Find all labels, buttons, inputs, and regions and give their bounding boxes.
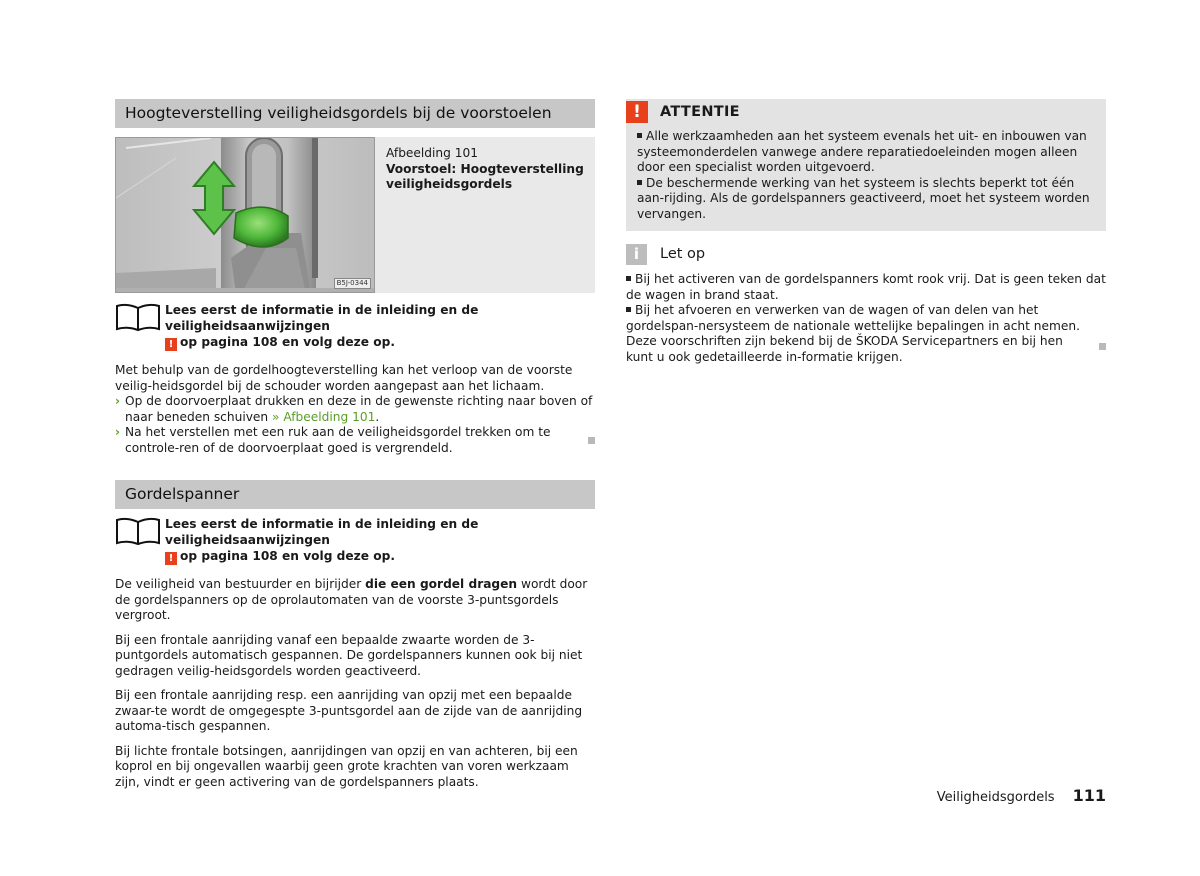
- read-first-page-link[interactable]: op pagina 108 en volg deze op.: [180, 335, 395, 349]
- note-title: Let op: [660, 246, 706, 262]
- figure-101: [115, 137, 595, 293]
- page-footer: [937, 786, 1106, 805]
- arrow-bullet-icon: ›: [115, 394, 121, 408]
- figure-caption: [375, 137, 595, 293]
- attention-box: [626, 99, 1106, 231]
- seatbelt-illustration: [116, 138, 375, 293]
- attention-item: [626, 129, 1106, 176]
- book-icon: [115, 516, 161, 546]
- body-paragraph: Bij een frontale aanrijding resp. een aanrijding van opzij met een bepaalde zwaar-te wordt de omgegespte 3-puntsgordel aan de zijde van de aanrijding automa-tisch gespannen.: [115, 688, 583, 733]
- square-bullet-icon: [637, 180, 642, 185]
- attention-title: ATTENTIE: [660, 104, 740, 120]
- read-first-page-link[interactable]: op pagina 108 en volg deze op.: [180, 549, 395, 563]
- square-bullet-icon: [626, 276, 631, 281]
- warning-icon: !: [165, 338, 177, 351]
- read-first-line1: Lees eerst de informatie in de inleiding en de veiligheidsaanwijzingen: [165, 303, 479, 333]
- arrow-bullet-icon: ›: [115, 425, 121, 439]
- body-paragraph: Bij een frontale aanrijding vanaf een bepaalde zwaarte worden de 3-puntgordels automatisch gespannen. De gordelspanners kunnen ook bij niet gedragen veilig-heidsgordels worden geactiveerd.: [115, 632, 583, 678]
- warning-icon: !: [165, 552, 177, 565]
- attention-item: [626, 176, 1106, 223]
- note-item-text: Bij het activeren van de gordelspanners komt rook vrij. Dat is geen teken dat de wagen in brand staat.: [626, 272, 1106, 302]
- note-item: [626, 272, 1106, 303]
- section-heading-belt-tensioner: Gordelspanner: [115, 480, 595, 509]
- step-item: › Op de doorvoerplaat drukken en deze in de gewenste richting naar boven of naar beneden schuiven » Afbeelding 101.: [115, 394, 593, 424]
- square-bullet-icon: [626, 307, 631, 312]
- body-paragraph: [115, 577, 595, 624]
- p1-part-c: wordt door de gordelspanners op de oprolautomaten van de voorste 3-puntsgordels vergroot.: [115, 577, 588, 622]
- p1-part-a: De veiligheid van bestuurder en bijrijder: [115, 577, 366, 591]
- figure-image: [115, 137, 375, 293]
- section-heading-height-adjust: Hoogteverstelling veiligheidsgordels bij de voorstoelen: [115, 99, 595, 128]
- step-text: Op de doorvoerplaat drukken en deze in de gewenste richting naar boven of naar beneden schuiven: [125, 394, 593, 424]
- body-paragraph: Bij lichte frontale botsingen, aanrijdingen van opzij en van achteren, bij een koprol en bij ongevallen waarbij geen grote krachten van voren werkzaam zijn, vindt er geen activering van de gordelspanners plaats.: [115, 743, 578, 789]
- figure-number: Afbeelding 101: [386, 146, 479, 160]
- read-first-line1: Lees eerst de informatie in de inleiding en de veiligheidsaanwijzingen: [165, 517, 479, 547]
- step-text: Na het verstellen met een ruk aan de veiligheidsgordel trekken om te controle-ren of de doorvoerplaat goed is vergrendeld.: [125, 425, 551, 455]
- note-header: [626, 242, 1106, 266]
- section-end-marker: [1099, 343, 1106, 350]
- image-code-label: B5J-0344: [334, 278, 371, 289]
- page-number: 111: [1072, 786, 1106, 805]
- read-first-notice: [115, 516, 595, 565]
- figure-title: Voorstoel: Hoogteverstelling veiligheidsgordels: [386, 161, 584, 191]
- p1-emphasis: die een gordel dragen: [365, 577, 518, 591]
- footer-section-title: Veiligheidsgordels: [936, 790, 1055, 805]
- attention-item-text: Alle werkzaamheden aan het systeem evenals het uit- en inbouwen van systeemonderdelen vanwege andere reparatiedoeleinden mogen alleen door een specialist worden uitgevoerd.: [637, 129, 1087, 174]
- info-icon: i: [626, 244, 647, 265]
- attention-header: [626, 99, 1106, 125]
- step-item: [115, 425, 595, 456]
- intro-paragraph: Met behulp van de gordelhoogteverstelling kan het verloop van de voorste veilig-heidsgordel bij de schouder worden aangepast aan het lichaam.: [115, 363, 573, 393]
- read-first-notice: [115, 302, 595, 351]
- warning-icon: !: [626, 101, 648, 123]
- book-icon: [115, 302, 161, 332]
- figure-link[interactable]: » Afbeelding 101: [272, 409, 376, 424]
- square-bullet-icon: [637, 133, 642, 138]
- right-column: [626, 99, 1106, 365]
- left-column: [115, 99, 595, 790]
- section-end-marker: [588, 437, 595, 444]
- note-item: [626, 303, 1106, 365]
- attention-item-text: De beschermende werking van het systeem is slechts beperkt tot één aan-rijding. Als de gordelspanners geactiveerd, moet het systeem worden vervangen.: [637, 175, 1090, 221]
- note-item-text: Bij het afvoeren en verwerken van de wagen of van delen van het gordelspan-nersysteem de nationale wettelijke bepalingen in acht nemen. Deze voorschriften zijn bekend bij de ŠKODA Servicepartners en bij hen kunt u ook gedetailleerde in-formatie krijgen.: [626, 303, 1080, 364]
